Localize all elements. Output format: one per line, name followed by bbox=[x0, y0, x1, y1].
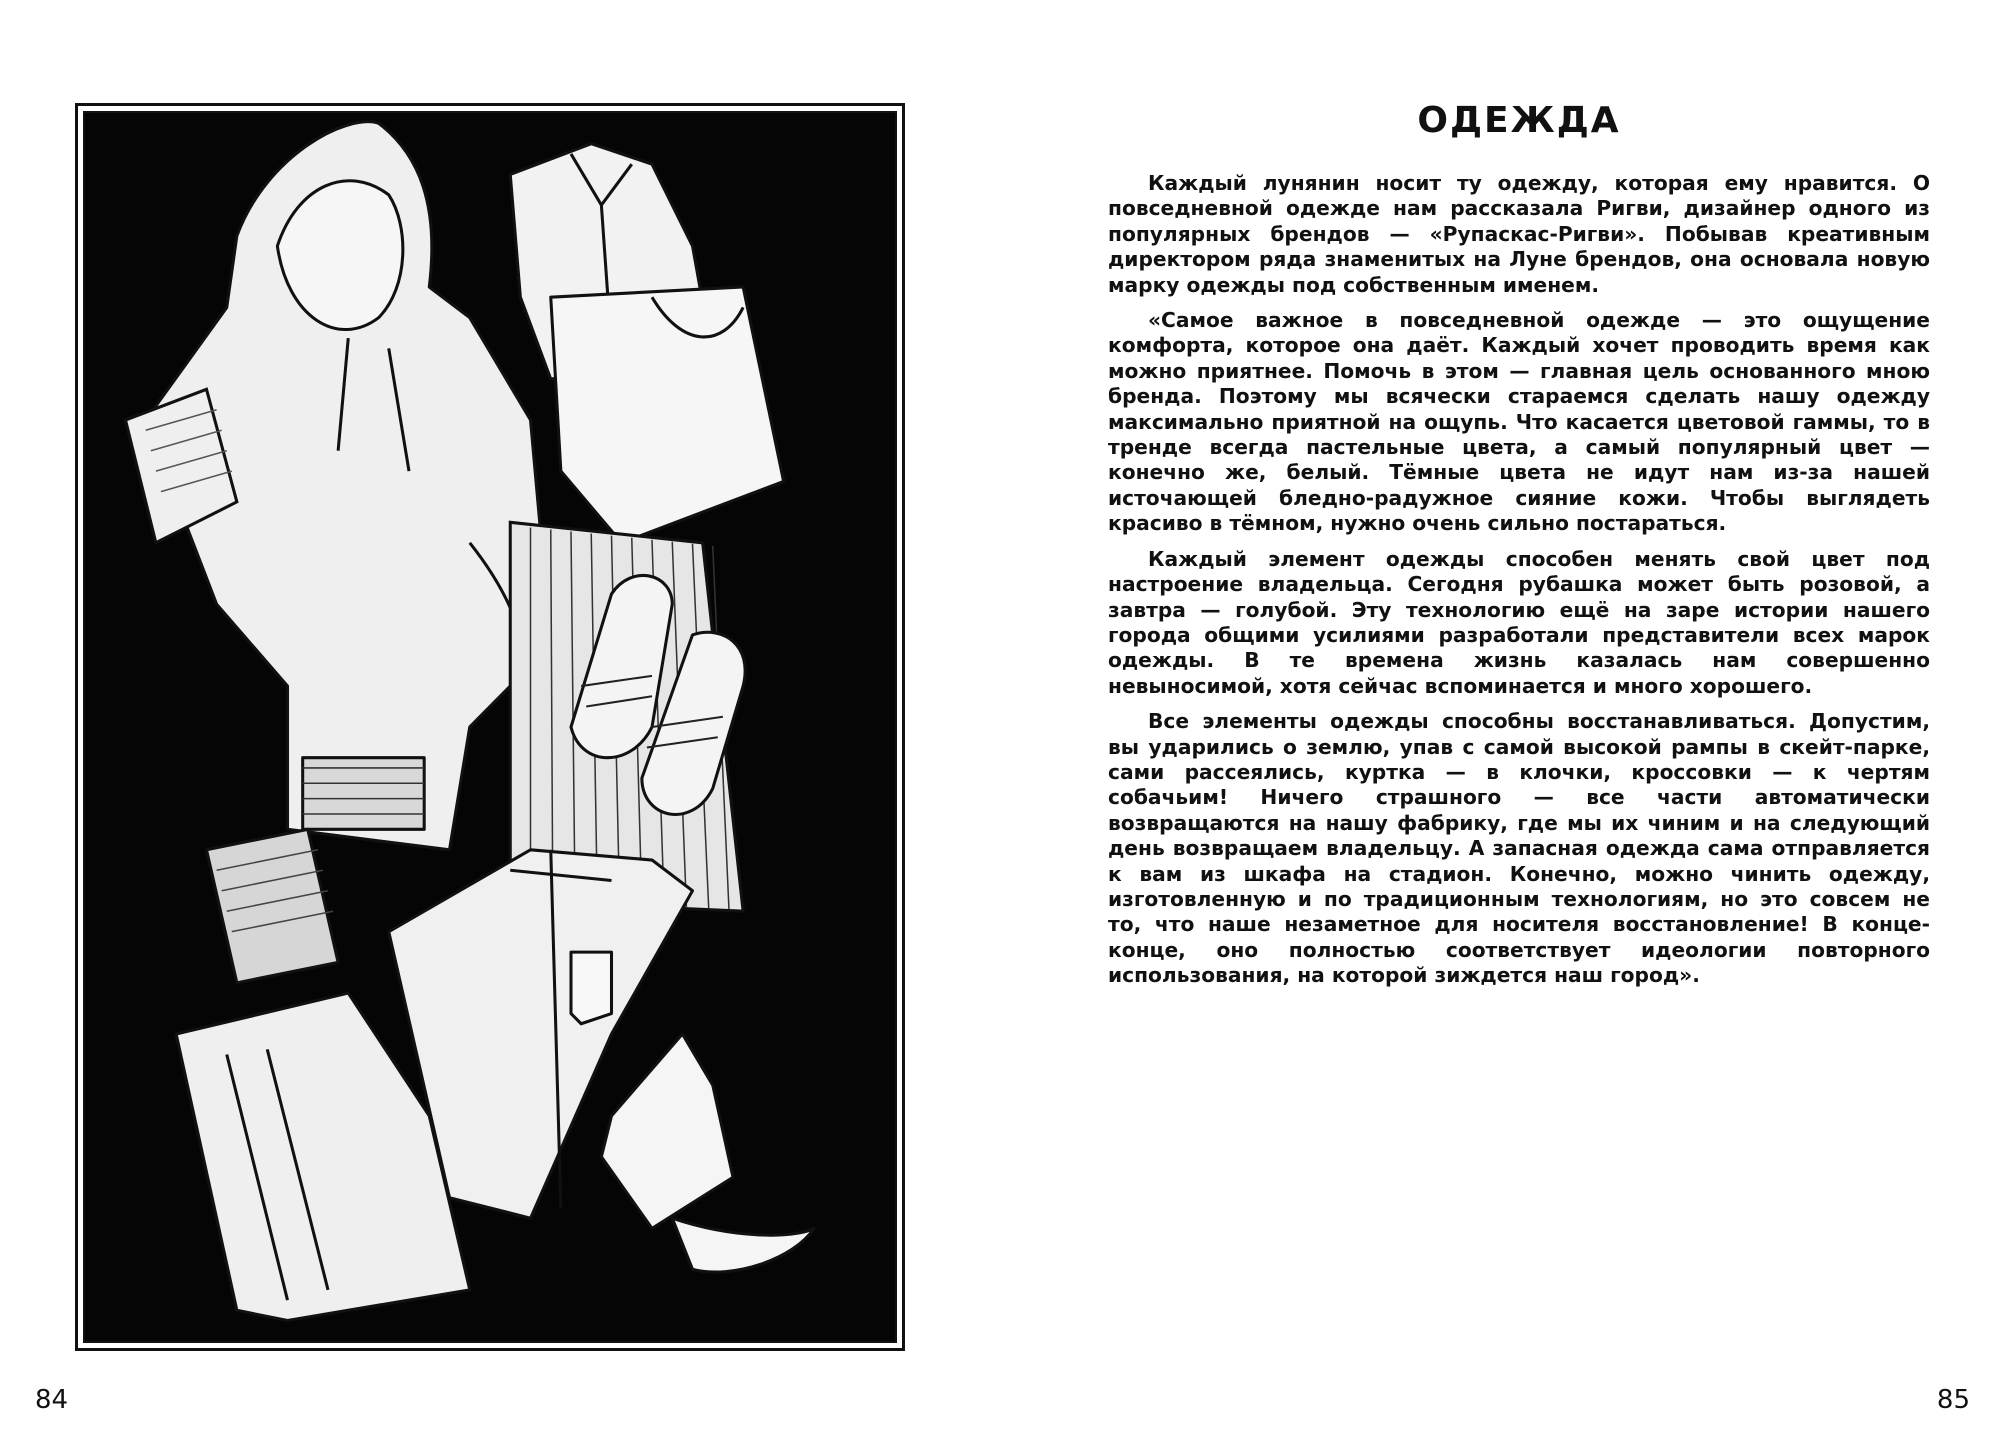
page-number-left: 84 bbox=[35, 1385, 69, 1415]
page-number-right: 85 bbox=[1936, 1385, 1970, 1415]
clothing-illustration bbox=[83, 111, 897, 1343]
illustration-frame bbox=[75, 103, 905, 1351]
article-paragraph: «Самое важное в повседневной одежде — это ощущение комфорта, которое она даёт. Каждый хочет проводить время как можно приятнее. Помочь в этом — главная цель основанного мною бренда. Поэтому мы всячески стараемся сделать нашу одежду максимально приятной на ощупь. Что касается цветовой гаммы, то в тренде всегда пастельные цвета, а самый популярный цвет — конечно же, белый. Тёмные цвета не идут нам из-за нашей источающей бледно-радужное сияние кожи. Чтобы выглядеть красиво в тёмном, нужно очень сильно постараться. bbox=[1108, 308, 1930, 536]
article-title: ОДЕЖДА bbox=[1417, 100, 1621, 141]
clothing-drawing bbox=[85, 113, 895, 1341]
article-body bbox=[1108, 171, 1930, 999]
article-paragraph: Каждый лунянин носит ту одежду, которая ему нравится. О повседневной одежде нам рассказала Ригви, дизайнер одного из популярных брендов — «Рупаскас-Ригви». Побывав креативным директором ряда знаменитых на Луне брендов, она основала новую марку одежды под собственным именем. bbox=[1108, 171, 1930, 297]
article-paragraph: Каждый элемент одежды способен менять свой цвет под настроение владельца. Сегодня рубашка может быть розовой, а завтра — голубой. Эту технологию ещё на заре истории нашего города общими усилиями разработали представители всех марок одежды. В те времена жизнь казалась нам совершенно невыносимой, хотя сейчас вспоминается и много хорошего. bbox=[1108, 546, 1930, 698]
article-paragraph: Все элементы одежды способны восстанавливаться. Допустим, вы ударились о землю, упав с самой высокой рампы в скейт-парке, сами рассеялись, куртка — в клочки, кроссовки — к чертям собачьим! Ничего страшного — все части автоматически возвращаются на нашу фабрику, где мы их чиним и на следующий день возвращаем владельцу. А запасная одежда сама отправляется к вам из шкафа на стадион. Конечно, можно чинить одежду, изготовленную и по традиционным технологиям, но это совсем не то, что наше незаметное для носителя восстановление! В конце-конце, оно полностью соответствует идеологии повторного использования, на которой зиждется наш город». bbox=[1108, 709, 1930, 988]
